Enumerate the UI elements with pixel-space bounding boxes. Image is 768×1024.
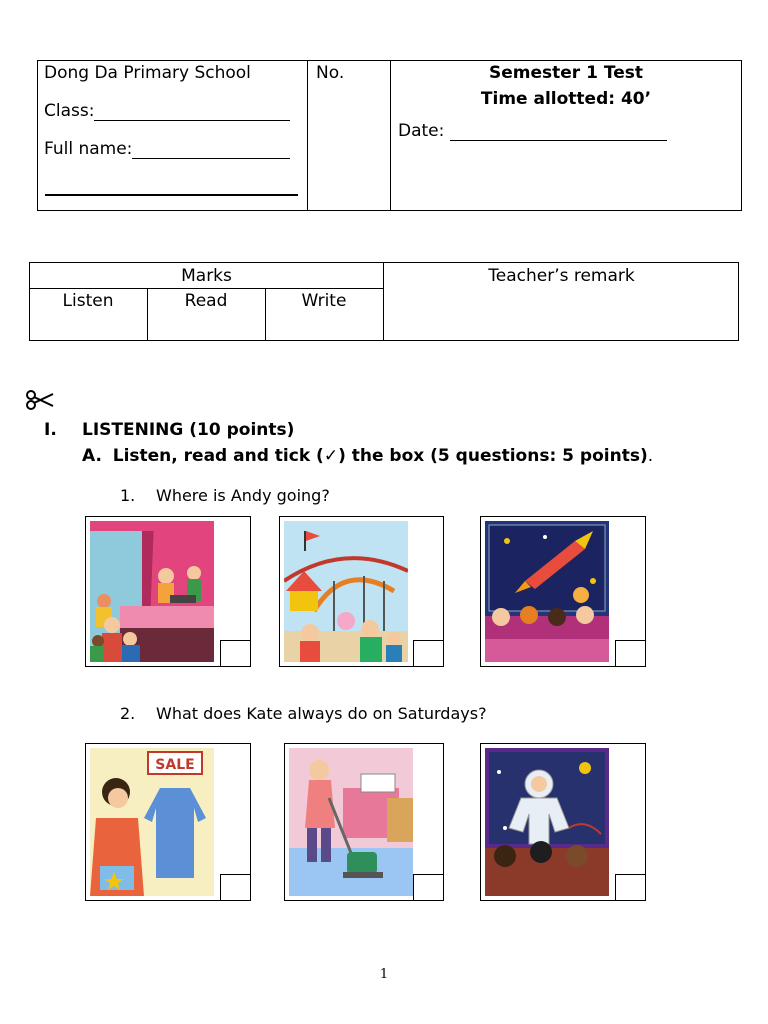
page-number: 1 <box>379 967 389 982</box>
question-2-text: What does Kate always do on Saturdays? <box>156 704 487 723</box>
space-movie-cinema-illustration <box>485 521 609 662</box>
q1-option-a[interactable] <box>85 516 251 667</box>
fairground-illustration <box>284 521 408 662</box>
marks-write: Write <box>301 291 347 311</box>
part-end: . <box>647 446 654 466</box>
q1-option-b-tickbox[interactable] <box>413 640 444 667</box>
section-numeral: I. <box>44 420 57 440</box>
part-title: Listen, read and tick (✓) the box (5 questions: 5 points) <box>112 446 648 466</box>
clothes-shopping-illustration <box>90 748 214 896</box>
scissors-icon <box>25 389 55 415</box>
fullname-field[interactable] <box>44 139 290 159</box>
q2-option-c-tickbox[interactable] <box>615 874 646 901</box>
school-name: Dong Da Primary School <box>44 63 251 83</box>
q2-option-a-tickbox[interactable] <box>220 874 251 901</box>
number-label: No. <box>316 63 345 83</box>
question-1-number: 1. <box>120 486 136 505</box>
q1-option-b[interactable] <box>279 516 444 667</box>
q2-option-b[interactable] <box>284 743 444 901</box>
astronaut-movie-illustration <box>485 748 609 896</box>
sale-sign: SALE <box>155 757 195 773</box>
q1-option-c-tickbox[interactable] <box>615 640 646 667</box>
q2-option-a[interactable] <box>85 743 251 901</box>
q2-option-c[interactable] <box>480 743 646 901</box>
class-label: Class: <box>44 101 95 121</box>
fullname-blank-line-2[interactable] <box>45 194 298 196</box>
time-allotted: Time allotted: 40’ <box>480 89 652 109</box>
q2-option-b-tickbox[interactable] <box>413 874 444 901</box>
marks-title: Marks <box>181 266 232 286</box>
date-label: Date: <box>398 121 445 141</box>
q1-option-c[interactable] <box>480 516 646 667</box>
fullname-blank[interactable] <box>132 141 290 159</box>
vacuuming-bedroom-illustration <box>289 748 413 896</box>
q1-option-a-tickbox[interactable] <box>220 640 251 667</box>
marks-listen: Listen <box>62 291 114 311</box>
test-title: Semester 1 Test <box>489 63 643 83</box>
date-field[interactable] <box>398 121 667 141</box>
part-letter: A. <box>82 446 102 466</box>
date-blank[interactable] <box>450 123 667 141</box>
question-1-text: Where is Andy going? <box>156 486 330 505</box>
teacher-remark: Teacher’s remark <box>488 266 635 286</box>
section-title: LISTENING (10 points) <box>82 420 295 440</box>
header-divider-1 <box>307 60 308 211</box>
marks-read: Read <box>184 291 228 311</box>
class-blank[interactable] <box>94 103 290 121</box>
concert-stage-illustration <box>90 521 214 662</box>
question-2-number: 2. <box>120 704 136 723</box>
fullname-label: Full name: <box>44 139 133 159</box>
class-field[interactable] <box>44 101 290 121</box>
marks-divider-h <box>29 288 384 289</box>
part-heading <box>82 446 653 466</box>
